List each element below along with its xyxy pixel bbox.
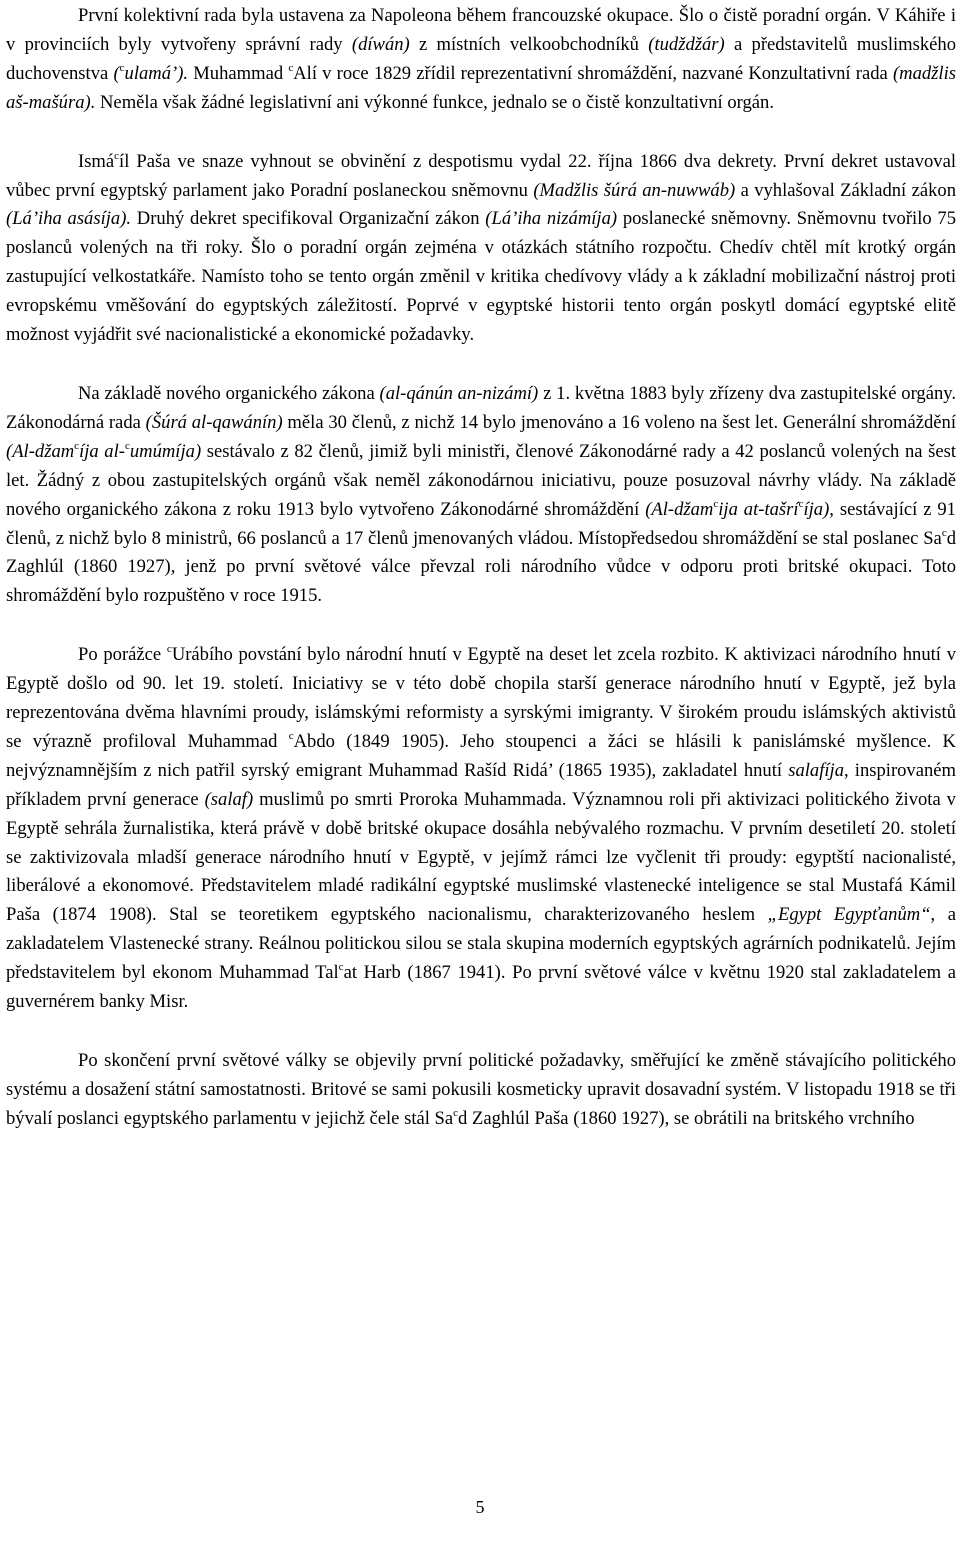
italic-term: (díwán)	[351, 33, 410, 55]
text-run: Po porážce	[78, 644, 167, 666]
text-run: Muhammad	[188, 62, 289, 84]
text-run: Abdo (1849 1905). Jeho stoupenci a žáci se hlásili k panislámské myšlence. K nejvýznamnějším z nich patřil syrský emigrant Muhammad Rašíd Ridá’ (1865 1935), zakladatel hnutí	[6, 730, 956, 781]
text-run: muslimů po smrti Proroka Muhammada. Významnou roli při aktivizaci politického života v Egyptě sehrála žurnalistika, která právě v době britské okupace dosáhla nebývalého rozmachu. V prvním desetiletí 20. století se zaktivizovala mladší generace národního hnutí v Egyptě, v jejímž rámci lze vyčlenit tři proudy: egyptští nacionalisté, liberálové a ekonomové. Představitelem mladé radikální egyptské muslimské vlastenecké inteligence se stal Mustafá Kámil Paša (1874 1908). Stal se teoretikem egyptského nacionalismu, charakterizovaného heslem	[6, 788, 956, 926]
text-run: Po skončení první světové války se objevily první politické požadavky, směřující ke změně stávajícího politického systému a dosažení státní samostatnosti. Britové se sami pokusili kosmeticky upravit dosavadní systém. V listopadu 1918 se tři bývalí poslanci egyptského parlamentu v jejichž čele stál Sa	[6, 1050, 956, 1129]
paragraph	[6, 2, 956, 118]
text-run: d Zaghlúl Paša (1860 1927), se obrátili na britského vrchního	[458, 1107, 915, 1129]
italic-term: (madžlis aš-mašúra).	[6, 62, 956, 113]
text-run: sestávalo z 82 členů, jimiž byli ministři, členové Zákonodárné rady a 42 poslanců volených na šest let. Žádný z obou zastupitelských orgánů však neměl zákonodárnou iniciativu, pouze posuzoval návrhy vlády. Na základě nového organického zákona z roku 1913 bylo vytvořeno Zákonodárné shromáždění	[6, 440, 956, 520]
superscript-ayn: c	[453, 1106, 459, 1119]
italic-term: umúmíja)	[129, 440, 202, 462]
paragraph-gap	[6, 1017, 956, 1047]
italic-term: (Al-džam	[6, 440, 75, 462]
paragraph	[6, 1047, 956, 1134]
text-run: měla 30 členů, z nichž 14 bylo jmenováno a 16 voleno na šest let. Generální shromáždění	[282, 411, 956, 433]
italic-term: (Madžlis šúrá an-nuwwáb)	[533, 179, 736, 201]
italic-term: (Šúrá al-qawánín)	[145, 411, 283, 433]
text-run: Na základě nového organického zákona	[78, 382, 380, 404]
text-run: z 1. května 1883 byly zřízeny dva zastupitelské orgány. Zákonodárná rada	[6, 382, 957, 433]
text-run: První kolektivní rada byla ustavena za Napoleona během francouzské okupace. Šlo o čistě poradní orgán. V Káhiře i v provinciích byly vytvořeny správní rady	[6, 5, 956, 55]
text-run: d Zaghlúl (1860 1927), jenž po první světové válce převzal roli národního vůdce v odporu proti britské okupaci. Toto shromáždění bylo rozpuštěno v roce 1915.	[6, 527, 956, 607]
italic-term: (Lá’iha nizámíja)	[485, 208, 618, 230]
paragraph	[6, 380, 956, 611]
italic-term: (al-qánún an-nizámí)	[379, 382, 539, 404]
superscript-ayn: c	[713, 497, 719, 510]
italic-term: íja al-	[79, 440, 125, 462]
text-run: Urábího povstání bylo národní hnutí v Egyptě na deset let zcela rozbito. K aktivizaci národního hnutí v Egyptě došlo od 90. let 19. století. Iniciativy se v této době chopila starší generace národního hnutí v Egyptě, jež byla reprezentována dvěma hlavními proudy, islámskými reformisty a syrskými imigranty. V širokém proudu islámských aktivistů se výrazně profiloval Muhammad	[6, 644, 957, 752]
italic-term: (	[113, 62, 120, 84]
text-run: , inspirovaném příkladem první generace	[6, 759, 956, 810]
text-run: a vyhlašoval Základní zákon	[735, 179, 956, 201]
text-run: poslanecké sněmovny. Sněmovnu tvořilo 75 poslanců volených na tři roky. Šlo o poradní orgán zejména v otázkách státního rozpočtu. Chedív chtěl mít krotký orgán zastupující velkostatkáře. Namísto toho se tento orgán změnil v kritika chedívovy vlády a k základní mobilizační nástroj proti evropskému vměšování do egyptských záležitostí. Poprvé v egyptské historii tento orgán poskytl domácí egyptské elitě možnost vyjádřit své nacionalistické a ekonomické požadavky.	[6, 208, 956, 346]
text-run: íl Paša ve snaze vyhnout se obvinění z despotismu vydal 22. října 1866 dva dekrety. První dekret ustavoval vůbec první egyptský parlament jako Poradní poslaneckou sněmovnu	[6, 150, 956, 201]
paragraph	[6, 148, 956, 350]
paragraph-gap	[6, 611, 956, 641]
text-run: at Harb (1867 1941). Po první světové válce v květnu 1920 stal zakladatelem a guvernérem banky Misr.	[6, 962, 956, 1013]
text-run: z místních velkoobchodníků	[409, 33, 649, 55]
text-run: Ismá	[78, 150, 115, 172]
page-number: 5	[475, 1497, 485, 1517]
text-run: a představitelů muslimského duchovenstva	[6, 33, 957, 84]
paragraph	[6, 641, 956, 1017]
italic-term: (salaf)	[204, 788, 254, 810]
text-run: Neměla však žádné legislativní ani výkonné funkce, jednalo se o čistě konzultativní orgán.	[95, 91, 775, 113]
italic-term: ulamá’).	[124, 62, 189, 84]
superscript-ayn: c	[798, 497, 804, 510]
italic-term: ija at-tašrí	[718, 498, 799, 520]
superscript-ayn: c	[74, 439, 80, 452]
superscript-ayn: c	[941, 526, 947, 539]
superscript-ayn: c	[288, 729, 294, 742]
superscript-ayn: c	[114, 149, 120, 162]
italic-term: (tudždžár)	[648, 33, 725, 55]
text-run: Alí v roce 1829 zřídil reprezentativní shromáždění, nazvané Konzultativní rada	[293, 62, 893, 84]
italic-term: íja),	[803, 498, 834, 520]
italic-term: „Egypt Egypťanům“	[767, 904, 931, 926]
superscript-ayn: c	[119, 61, 125, 74]
text-run: , a zakladatelem Vlastenecké strany. Reálnou politickou silou se stala skupina moderních egyptských agrárních podnikatelů. Jejím představitelem byl ekonom Muhammad Tal	[6, 904, 956, 984]
text-run: Druhý dekret specifikoval Organizační zákon	[131, 208, 486, 230]
paragraph-gap	[6, 350, 956, 380]
superscript-ayn: c	[124, 439, 130, 452]
superscript-ayn: c	[288, 61, 294, 74]
italic-term: (Lá’iha asásíja).	[6, 208, 132, 230]
superscript-ayn: c	[338, 961, 344, 974]
paragraph-gap	[6, 118, 956, 148]
italic-term: (Al-džam	[645, 498, 714, 520]
document-page	[6, 0, 956, 1541]
text-run: sestávající z 91 členů, z nichž bylo 8 ministrů, 66 poslanců a 17 členů jmenovaných vládou. Místopředsedou shromáždění se stal poslanec Sa	[6, 498, 956, 549]
italic-term: salafíja	[788, 759, 844, 781]
superscript-ayn: c	[166, 643, 172, 656]
